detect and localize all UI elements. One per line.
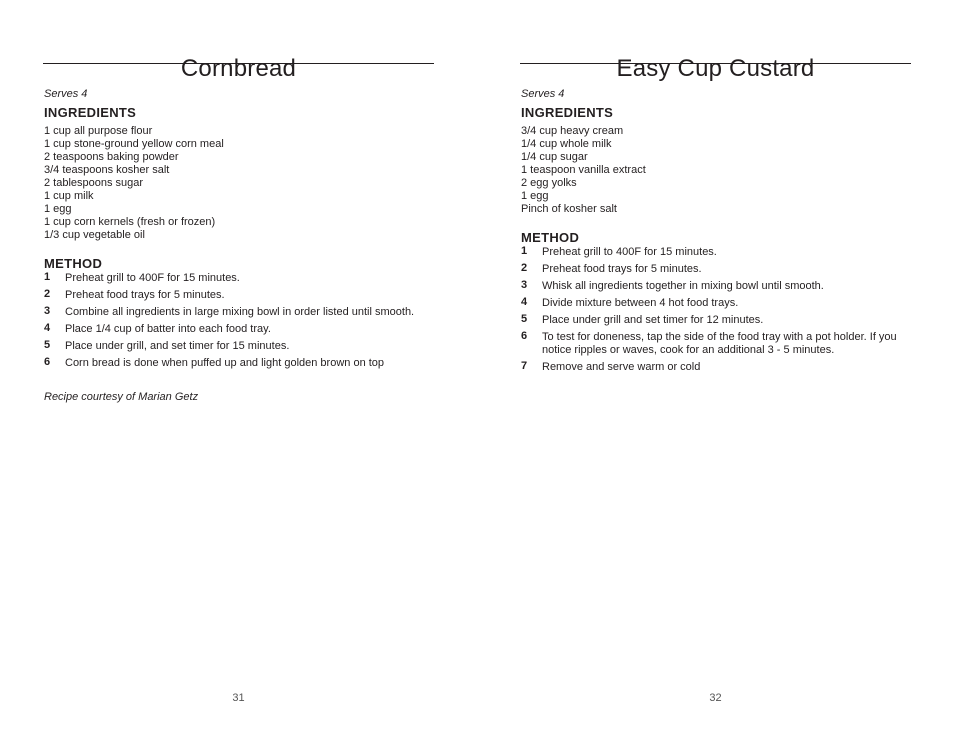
- ingredients-list: [521, 125, 911, 216]
- step-text: Divide mixture between 4 hot food trays.: [542, 297, 739, 309]
- step-number: 5: [521, 313, 528, 325]
- ingredient-item: 1 egg: [521, 190, 549, 202]
- step-number: 1: [44, 271, 51, 283]
- recipe-content: [521, 87, 911, 378]
- recipe-content: [44, 87, 434, 415]
- recipe-credit: Recipe courtesy of Marian Getz: [44, 391, 199, 403]
- method-step: [44, 357, 434, 370]
- method-steps: [521, 246, 911, 374]
- step-text: Preheat food trays for 5 minutes.: [65, 289, 225, 301]
- ingredient-item: 2 tablespoons sugar: [44, 177, 144, 189]
- recipe-title: Cornbread: [180, 55, 297, 83]
- step-number: 2: [44, 288, 51, 300]
- method-step: [44, 340, 434, 353]
- recipe-title: Easy Cup Custard: [616, 55, 815, 83]
- method-step: [521, 331, 911, 357]
- step-text: Preheat food trays for 5 minutes.: [542, 263, 702, 275]
- step-number: 5: [44, 339, 51, 351]
- ingredients-heading: INGREDIENTS: [521, 105, 614, 120]
- title-block: [520, 38, 911, 83]
- page-number: 31: [232, 692, 245, 704]
- ingredients-heading: INGREDIENTS: [44, 105, 137, 120]
- step-number: 3: [521, 279, 528, 291]
- step-text: Corn bread is done when puffed up and light golden brown on top: [65, 357, 385, 369]
- method-step: [44, 272, 434, 285]
- serves-text: Serves 4: [44, 88, 88, 100]
- ingredient-item: 1 cup all purpose flour: [44, 125, 153, 137]
- step-text: Place under grill, and set timer for 15 minutes.: [65, 340, 290, 352]
- ingredient-item: 1 teaspoon vanilla extract: [521, 164, 646, 176]
- ingredient-item: 1 cup milk: [44, 190, 94, 202]
- step-number: 6: [44, 356, 51, 368]
- step-number: 7: [521, 360, 528, 372]
- ingredient-item: 1 cup stone-ground yellow corn meal: [44, 138, 224, 150]
- step-text: Place 1/4 cup of batter into each food tray.: [65, 323, 271, 335]
- method-step: [521, 246, 911, 259]
- method-step: [521, 314, 911, 327]
- ingredient-item: 1 cup corn kernels (fresh or frozen): [44, 216, 216, 228]
- step-number: 6: [521, 330, 528, 342]
- method-steps: [44, 272, 434, 370]
- method-step: [44, 323, 434, 336]
- ingredient-item: 1 egg: [44, 203, 72, 215]
- method-step: [44, 306, 434, 319]
- page-right: [477, 0, 954, 738]
- step-text: Combine all ingredients in large mixing bowl in order listed until smooth.: [65, 306, 415, 318]
- page-number: 32: [709, 692, 722, 704]
- step-text: Whisk all ingredients together in mixing bowl until smooth.: [542, 280, 824, 292]
- ingredient-item: Pinch of kosher salt: [521, 203, 617, 215]
- ingredient-item: 2 teaspoons baking powder: [44, 151, 179, 163]
- step-text: Remove and serve warm or cold: [542, 361, 701, 373]
- step-text: Place under grill and set timer for 12 minutes.: [542, 314, 764, 326]
- step-text: Preheat grill to 400F for 15 minutes.: [542, 246, 717, 258]
- method-heading: METHOD: [44, 256, 103, 271]
- serves-text: Serves 4: [521, 88, 565, 100]
- title-block: [43, 38, 434, 83]
- step-number: 4: [521, 296, 528, 308]
- step-text: Preheat grill to 400F for 15 minutes.: [65, 272, 240, 284]
- ingredient-item: 1/4 cup whole milk: [521, 138, 612, 150]
- ingredient-item: 3/4 cup heavy cream: [521, 125, 624, 137]
- step-number: 4: [44, 322, 51, 334]
- method-step: [521, 263, 911, 276]
- step-number: 2: [521, 262, 528, 274]
- ingredient-item: 1/4 cup sugar: [521, 151, 588, 163]
- step-number: 3: [44, 305, 51, 317]
- method-heading: METHOD: [521, 230, 580, 245]
- ingredient-item: 1/3 cup vegetable oil: [44, 229, 145, 241]
- method-step: [521, 297, 911, 310]
- step-number: 1: [521, 245, 528, 257]
- ingredient-item: 3/4 teaspoons kosher salt: [44, 164, 170, 176]
- method-step: [44, 289, 434, 302]
- step-text: To test for doneness, tap the side of the food tray with a pot holder. If you notice ripples or waves, cook for an additional 3 - 5 minutes.: [542, 331, 897, 356]
- method-step: [521, 361, 911, 374]
- method-step: [521, 280, 911, 293]
- ingredient-item: 2 egg yolks: [521, 177, 577, 189]
- ingredients-list: [44, 125, 434, 242]
